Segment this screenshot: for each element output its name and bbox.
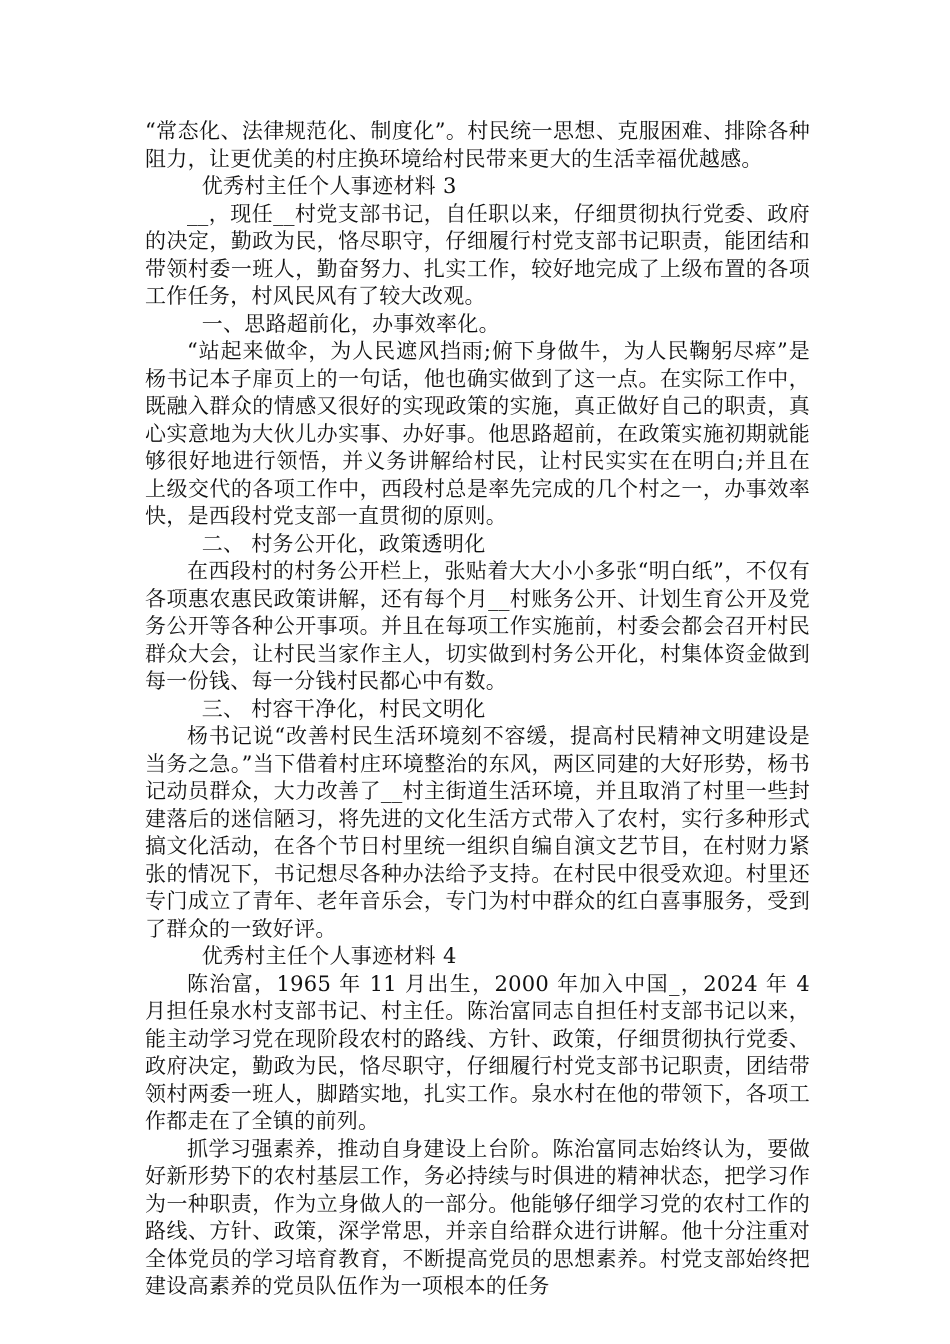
paragraph: “站起来做伞，为人民遮风挡雨;俯下身做牛，为人民鞠躬尽瘁”是杨书记本子扉页上的一句话，他也确实做到了这一点。在实际工作中，既融入群众的情感又很好的实现政策的实施，真正做好自己的职责，真心实意地为大伙儿办实事、办好事。他思路超前，在政策实施初期就能够很好地进行领悟，并义务讲解给村民，让村民实实在在明白;并且在上级交代的各项工作中，西段村总是率先完成的几个村之一，办事效率快，是西段村党支部一直贯彻的原则。 bbox=[145, 339, 810, 528]
paragraph: __，现任__村党支部书记，自任职以来，仔细贯彻执行党委、政府的决定，勤政为民，恪尽职守，仔细履行村党支部书记职责，能团结和带领村委一班人，勤奋努力、扎实工作，较好地完成了上级布置的各项工作任务，村风民风有了较大改观。 bbox=[145, 201, 810, 308]
paragraph: 在西段村的村务公开栏上，张贴着大大小小多张“明白纸”，不仅有各项惠农惠民政策讲解，还有每个月__村账务公开、计划生育公开及党务公开等各种公开事项。并且在每项工作实施前，村委会都会召开村民群众大会，让村民当家作主人，切实做到村务公开化，村集体资金做到每一份钱、每一分钱村民都心中有数。 bbox=[145, 559, 810, 693]
section-heading-material-4: 优秀村主任个人事迹材料 4 bbox=[201, 944, 457, 968]
subheading-3: 三、 村容干净化，村民文明化 bbox=[201, 696, 486, 721]
paragraph: 抓学习强素养，推动自身建设上台阶。陈治富同志始终认为，要做好新形势下的农村基层工作，务必持续与时俱进的精神状态，把学习作为一种职责，作为立身做人的一部分。他能够仔细学习党的农村工作的路线、方针、政策，深学常思，并亲自给群众进行讲解。他十分注重对全体党员的学习培育教育，不断提高党员的思想素养。村党支部始终把建设高素养的党员队伍作为一项根本的任务 bbox=[145, 1136, 810, 1298]
subheading-2: 二、 村务公开化，政策透明化 bbox=[201, 531, 486, 556]
document-page bbox=[145, 118, 810, 1301]
subheading-1: 一、思路超前化，办事效率化。 bbox=[201, 311, 500, 336]
paragraph-continued: “常态化、法律规范化、制度化”。村民统一思想、克服困难、排除各种阻力，让更优美的村庄换环境给村民带来更大的生活幸福优越感。 bbox=[145, 119, 810, 171]
section-heading-material-3: 优秀村主任个人事迹材料 3 bbox=[201, 174, 457, 198]
paragraph: 陈治富，1965 年 11 月出生，2000 年加入中国_，2024 年 4 月担任泉水村支部书记、村主任。陈治富同志自担任村支部书记以来，能主动学习党在现阶段农村的路线、方针、政策，仔细贯彻执行党委、政府决定，勤政为民，恪尽职守，仔细履行村党支部书记职责，团结带领村两委一班人，脚踏实地，扎实工作。泉水村在他的带领下，各项工作都走在了全镇的前列。 bbox=[145, 971, 810, 1133]
paragraph: 杨书记说“改善村民生活环境刻不容缓，提高村民精神文明建设是当务之急。”当下借着村庄环境整治的东风，两区同建的大好形势，杨书记动员群众，大力改善了__村主街道生活环境，并且取消了村里一些封建落后的迷信陋习，将先进的文化生活方式带入了农村，实行多种形式搞文化活动，在各个节日村里统一组织自编自演文艺节目，在村财力紧张的情况下，书记想尽各种办法给予支持。在村民中很受欢迎。村里还专门成立了青年、老年音乐会，专门为村中群众的红白喜事服务，受到了群众的一致好评。 bbox=[145, 724, 810, 941]
